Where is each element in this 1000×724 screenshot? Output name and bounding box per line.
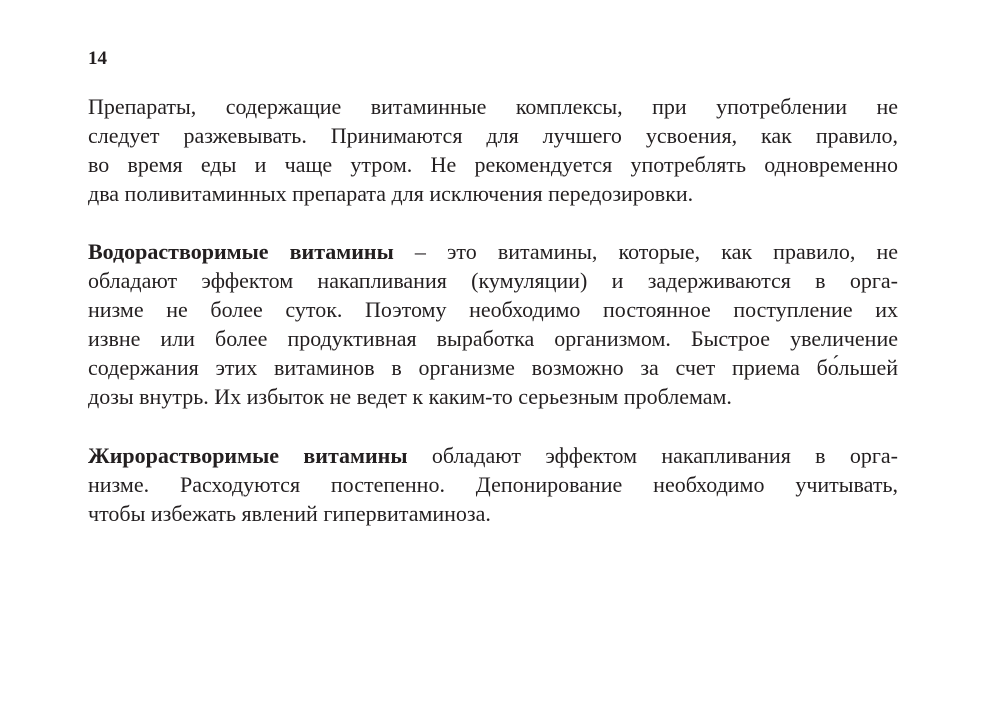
paragraph-vitamin-complexes — [88, 92, 898, 208]
paragraph-line: дозы внутрь. Их избыток не ведет к каким-то серьезным проблемам. — [88, 384, 732, 409]
paragraph-line: низме не более суток. Поэтому необходимо постоянное поступление их — [88, 297, 898, 322]
paragraph-line: извне или более продуктивная выработка организмом. Быстрое увеличение — [88, 326, 898, 351]
paragraph-line: содержания этих витаминов в организме возможно за счет приема бо́льшей — [88, 355, 898, 380]
paragraph-first-line — [88, 441, 898, 470]
first-line-rest: – это витамины, которые, как правило, не — [393, 239, 898, 264]
paragraph-line: два поливитаминных препарата для исключения передозировки. — [88, 181, 694, 206]
paragraph-line: низме. Расходуются постепенно. Депонирование необходимо учитывать, — [88, 472, 898, 497]
page-number: 14 — [88, 48, 107, 69]
paragraph-first-line — [88, 237, 898, 266]
paragraph-water-soluble-vitamins — [88, 237, 898, 411]
term-fat-soluble-vitamins: Жирорастворимые витамины — [88, 443, 408, 468]
paragraph-line: во время еды и чаще утром. Не рекомендуется употреблять одновременно — [88, 152, 898, 177]
term-water-soluble-vitamins: Водорастворимые витамины — [88, 239, 394, 264]
paragraph-line: чтобы избежать явлений гипервитаминоза. — [88, 501, 491, 526]
paragraph-line: обладают эффектом накапливания (кумуляции) и задерживаются в орга- — [88, 268, 898, 293]
paragraph-fat-soluble-vitamins — [88, 441, 898, 528]
paragraph-line: следует разжевывать. Принимаются для лучшего усвоения, как правило, — [88, 123, 898, 148]
paragraph-line: Препараты, содержащие витаминные комплексы, при употреблении не — [88, 94, 898, 119]
first-line-rest: обладают эффектом накапливания в орга- — [407, 443, 899, 468]
